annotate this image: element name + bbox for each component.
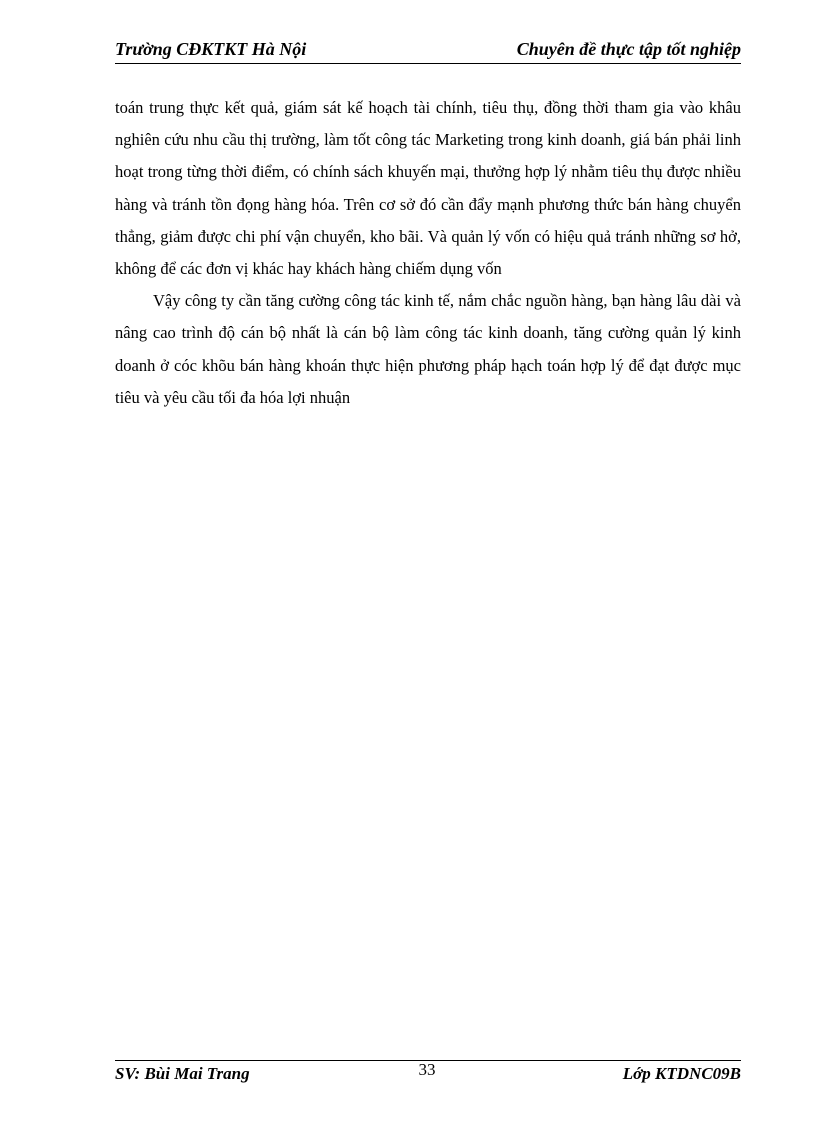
header-document-title: Chuyên đề thực tập tốt nghiệp bbox=[516, 39, 741, 59]
header-school-name: Trường CĐKTKT Hà Nội bbox=[115, 39, 307, 59]
body-text bbox=[115, 92, 741, 414]
footer-student-name: SV: Bùi Mai Trang bbox=[115, 1064, 250, 1083]
body-paragraph: Vậy công ty cần tăng cường công tác kinh tế, nắm chắc nguồn hàng, bạn hàng lâu dài và nâng cao trình độ cán bộ nhất là cán bộ làm công tác kinh doanh, tăng cường quản lý kinh doanh ở cóc khõu bán hàng khoán thực hiện phương pháp hạch toán hợp lý để đạt được mục tiêu và yêu cầu tối đa hóa lợi nhuận bbox=[115, 291, 741, 407]
footer-class-name: Lớp KTDNC09B bbox=[622, 1064, 741, 1083]
page-number: 33 bbox=[418, 1060, 436, 1079]
page-header bbox=[115, 36, 741, 64]
body-paragraph: toán trung thực kết quả, giám sát kế hoạch tài chính, tiêu thụ, đồng thời tham gia vào khâu nghiên cứu nhu cầu thị trường, làm tốt công tác Marketing trong kinh doanh, giá bán phải linh hoạt trong từng thời điểm, có chính sách khuyến mại, thưởng hợp lý nhằm tiêu thụ được nhiều hàng và tránh tồn đọng hàng hóa. Trên cơ sở đó cần đẩy mạnh phương thức bán hàng chuyển thẳng, giảm được chi phí vận chuyển, kho bãi. Và quản lý vốn có hiệu quả tránh những sơ hở, không để các đơn vị khác hay khách hàng chiếm dụng vốn bbox=[115, 98, 741, 279]
